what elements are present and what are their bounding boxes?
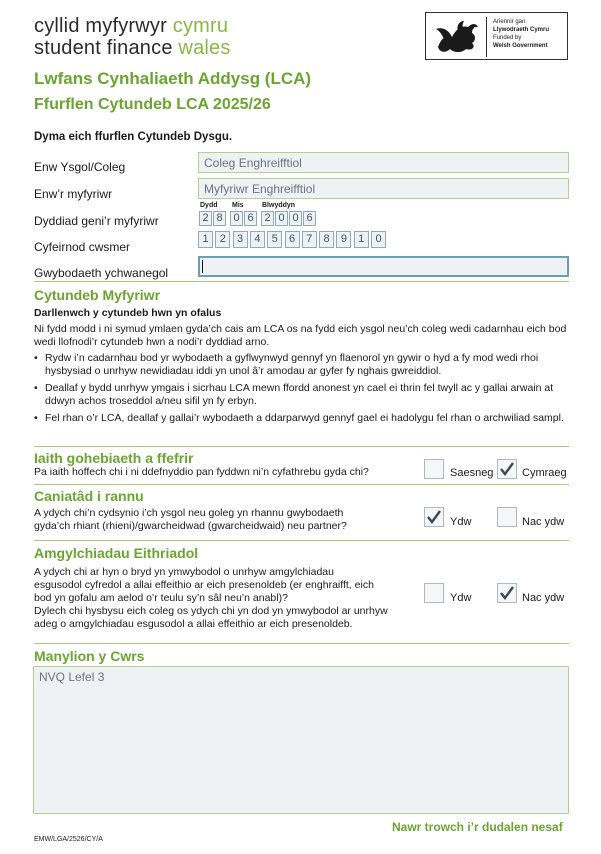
dob-label: Dyddiad geni’r myfyriwr <box>34 214 159 228</box>
section-divider <box>34 281 569 282</box>
dob-digit-box[interactable]: 0 <box>230 211 243 226</box>
dob-digit-box[interactable]: 2 <box>261 211 274 226</box>
dob-year-header: Blwyddyn <box>262 202 296 209</box>
dob-digit-box[interactable]: 0 <box>289 211 302 226</box>
list-item: • Rydw i’n cadarnhau bod yr wybodaeth a gyflwynwyd gennyf yn flaenorol yn gywir o hyd a fy mod wedi rhoi hysbysiad o unrhyw newidiadau iddi yn unol â’r amodau ar gyfer fy nghais gwreiddiol. <box>34 352 539 377</box>
bullet-text: Fel rhan o’r LCA, deallaf y gallai’r wybodaeth a ddarparwyd gennyf gael ei hadolygu fel rhan o archwiliad sampl. <box>45 412 564 424</box>
dob-digit-box[interactable]: 8 <box>213 211 226 226</box>
question-line: A ydych chi ar hyn o bryd yn ymwybodol o unrhyw amgylchiadau <box>34 566 334 578</box>
intro-text: Dyma eich ffurflen Cytundeb Dysgu. <box>34 131 233 143</box>
circumstances-heading: Amgylchiadau Eithriadol <box>34 545 199 561</box>
circumstances-yes-checkbox[interactable] <box>424 583 444 603</box>
customer-ref-digit-box[interactable]: 3 <box>233 231 248 248</box>
dob-digit-box[interactable]: 2 <box>199 211 212 226</box>
extra-info-label: Gwybodaeth ychwanegol <box>34 266 169 280</box>
section-divider <box>34 643 569 644</box>
next-page-note: Nawr trowch i’r dudalen nesaf <box>392 820 563 834</box>
bullet-text: Deallaf y bydd unrhyw ymgais i sicrhau LCA mewn ffordd anonest yn cael ei thrin fel twyll ac y gallai arwain at ddwyn achos troseddol a/neu sifil yn fy erbyn. <box>45 382 554 407</box>
text-cursor <box>202 260 203 273</box>
bullet-text: Rydw i’n cadarnhau bod yr wybodaeth a gyflwynwyd gennyf yn flaenorol yn gywir o hyd a fy mod wedi rhoi hysbysiad o unrhyw newidiadau iddi yn unol â’r amodau ar gyfer fy nghais gwreiddiol. <box>45 352 539 377</box>
brand-line-english <box>34 37 231 60</box>
consent-no-label: Nac ydw <box>522 516 565 528</box>
consent-no-checkbox[interactable] <box>497 507 517 527</box>
brand-text: student finance <box>34 37 179 59</box>
agreement-paragraph: Ni fydd modd i ni symud ymlaen gyda’ch cais am LCA os na fydd eich ysgol neu’ch coleg wedi cadarnhau eich bod wedi llofnodi’r cytundeb hwn a nodi’r dyddiad arno. <box>34 323 567 348</box>
customer-ref-digit-box[interactable]: 5 <box>267 231 282 248</box>
customer-ref-label: Cyfeirnod cwsmer <box>34 240 131 254</box>
extra-info-field[interactable] <box>198 256 569 277</box>
agreement-heading: Cytundeb Myfyriwr <box>34 287 161 303</box>
cymraeg-checkbox[interactable] <box>497 459 517 479</box>
customer-ref-digit-box[interactable]: 9 <box>336 231 351 248</box>
checkmark-icon <box>498 460 516 478</box>
question-line: adeg o amgylchiadau esgusodol a allai effeithio ar eich presenoldeb. <box>34 618 353 630</box>
checkmark-icon <box>425 508 443 526</box>
customer-ref-digit-box[interactable]: 1 <box>354 231 369 248</box>
student-name-field[interactable]: Myfyriwr Enghreifftiol <box>198 178 569 199</box>
consent-question <box>34 507 347 533</box>
dob-digit-box[interactable]: 6 <box>303 211 316 226</box>
circumstances-question <box>34 566 388 631</box>
question-line: gyda’ch rhiant (rhieni)/gwarcheidwad (gwarcheidwaid) neu partner? <box>34 520 347 532</box>
student-name-label: Enw’r myfyriwr <box>34 187 112 201</box>
customer-ref-digit-box[interactable]: 6 <box>285 231 300 248</box>
logo-line: Funded by <box>493 35 522 41</box>
question-line: Dylech chi hysbysu eich coleg os ydych chi yn dod yn ymwybodol ar unrhyw <box>34 605 388 617</box>
dob-digit-box[interactable]: 6 <box>244 211 257 226</box>
logo-line: Llywodraeth Cymru <box>493 27 550 33</box>
consent-heading: Caniatâd i rannu <box>34 488 144 504</box>
circumstances-no-checkbox[interactable] <box>497 583 517 603</box>
question-line: A ydych chi’n cydsynio i’ch ysgol neu goleg yn rhannu gwybodaeth <box>34 507 344 519</box>
list-item: • Fel rhan o’r LCA, deallaf y gallai’r wybodaeth a ddarparwyd gennyf gael ei hadolygu fel rhan o archwiliad sampl. <box>34 412 564 424</box>
customer-ref-digit-box[interactable]: 8 <box>319 231 334 248</box>
cymraeg-label: Cymraeg <box>522 467 567 479</box>
consent-yes-label: Ydw <box>450 516 472 528</box>
page-subtitle: Ffurflen Cytundeb LCA 2025/26 <box>34 96 271 113</box>
list-item: • Deallaf y bydd unrhyw ymgais i sicrhau LCA mewn ffordd anonest yn cael ei thrin fel twyll ac y gallai arwain at ddwyn achos troseddol a/neu sifil yn fy erbyn. <box>34 382 554 407</box>
form-code: EMW/LGA/2526/CY/A <box>34 836 103 843</box>
course-heading: Manylion y Cwrs <box>34 648 145 664</box>
circumstances-yes-label: Ydw <box>450 592 472 604</box>
customer-ref-digit-box[interactable]: 4 <box>250 231 265 248</box>
checkmark-icon <box>498 584 516 602</box>
question-line: bod yn gofalu am aelod o’r teulu sy’n sâl neu’n anabl)? <box>34 592 288 604</box>
school-label: Enw Ysgol/Coleg <box>34 160 126 174</box>
course-details-field[interactable]: NVQ Lefel 3 <box>33 666 569 814</box>
dob-digit-box[interactable]: 0 <box>275 211 288 226</box>
brand-line-welsh <box>34 15 228 38</box>
language-heading: Iaith gohebiaeth a ffefrir <box>34 450 194 466</box>
brand-accent-text: cymru <box>172 15 229 37</box>
welsh-dragon-icon <box>432 17 482 57</box>
dob-month-header: Mis <box>232 202 244 209</box>
agreement-bullets <box>34 352 569 425</box>
saesneg-label: Saesneg <box>450 467 494 479</box>
circumstances-no-label: Nac ydw <box>522 592 565 604</box>
logo-line: Welsh Government <box>493 43 548 49</box>
customer-ref-digit-box[interactable]: 0 <box>371 231 386 248</box>
logo-divider <box>486 17 487 57</box>
logo-text <box>493 18 549 50</box>
section-divider <box>34 540 569 541</box>
question-line: esgusodol cyfredol a allai effeithio ar eich presenoldeb (er enghraifft, eich <box>34 579 374 591</box>
brand-accent-text: wales <box>178 37 231 59</box>
language-question: Pa iaith hoffech chi i ni ddefnyddio pan fyddwn ni’n cyfathrebu gyda chi? <box>34 466 369 478</box>
dob-day-header: Dydd <box>200 202 218 209</box>
page-title: Lwfans Cynhaliaeth Addysg (LCA) <box>34 69 312 88</box>
section-divider <box>34 484 569 485</box>
customer-ref-digit-box[interactable]: 2 <box>215 231 230 248</box>
school-field[interactable]: Coleg Enghreifftiol <box>198 152 569 173</box>
customer-ref-digit-box[interactable]: 1 <box>198 231 213 248</box>
section-divider <box>34 446 569 447</box>
saesneg-checkbox[interactable] <box>424 459 444 479</box>
welsh-government-logo <box>425 12 568 60</box>
customer-ref-digit-box[interactable]: 7 <box>302 231 317 248</box>
agreement-subheading: Darllenwch y cytundeb hwn yn ofalus <box>34 307 222 319</box>
brand-text: cyllid myfyrwyr <box>34 15 173 37</box>
logo-line: Ariennir gan <box>493 19 526 25</box>
consent-yes-checkbox[interactable] <box>424 507 444 527</box>
